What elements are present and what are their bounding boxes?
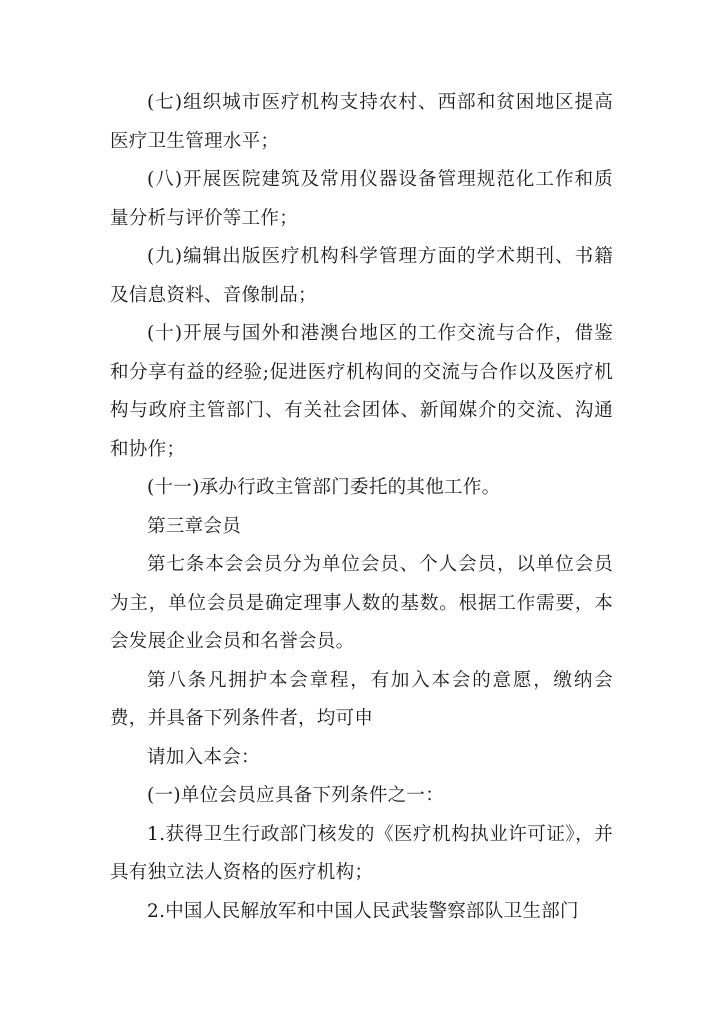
paragraph-item-10: (十)开展与国外和港澳台地区的工作交流与合作，借鉴和分享有益的经验;促进医疗机构间的交流与合作以及医疗机构与政府主管部门、有关社会团体、新闻媒介的交流、沟通和协作；	[110, 323, 613, 460]
article-8-continuation: 请加入本会：	[147, 746, 260, 768]
document-body	[110, 84, 613, 931]
article-7-paragraph: 第七条本会会员分为单位会员、个人会员，以单位会员为主，单位会员是确定理事人数的基数。根据工作需要，本会发展企业会员和名誉会员。	[110, 554, 613, 652]
article-8-paragraph: 第八条凡拥护本会章程，有加入本会的意愿，缴纳会费，并具备下列条件者，均可申	[110, 669, 613, 729]
paragraph-item-7: (七)组织城市医疗机构支持农村、西部和贫困地区提高医疗卫生管理水平；	[110, 92, 613, 152]
paragraph-item-11: (十一)承办行政主管部门委托的其他工作。	[147, 477, 501, 498]
chapter-heading: 第三章会员	[147, 515, 242, 537]
paragraph-item-9: (九)编辑出版医疗机构科学管理方面的学术期刊、书籍及信息资料、音像制品；	[110, 246, 613, 306]
paragraph-item-8: (八)开展医院建筑及常用仪器设备管理规范化工作和质量分析与评价等工作；	[110, 169, 613, 229]
condition-item-1: 1.获得卫生行政部门核发的《医疗机构执业许可证》，并具有独立法人资格的医疗机构；	[110, 823, 613, 883]
condition-item-2: 2.中国人民解放军和中国人民武装警察部队卫生部门	[147, 900, 579, 922]
unit-member-conditions: (一)单位会员应具备下列条件之一：	[147, 785, 445, 806]
